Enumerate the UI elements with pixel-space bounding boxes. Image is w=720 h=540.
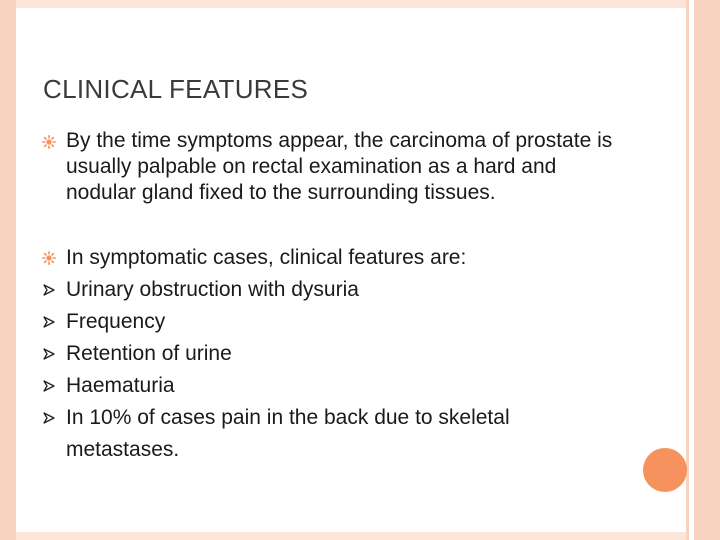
arrowhead-icon — [42, 274, 56, 306]
arrowhead-icon — [42, 402, 56, 434]
slide-title: CLINICAL FEATURES — [43, 74, 309, 104]
arrowhead-icon — [42, 306, 56, 338]
slide-content — [42, 128, 622, 466]
bullet-intro — [42, 242, 622, 274]
orange-sun-icon — [42, 242, 56, 274]
slide-frame-right — [694, 0, 720, 540]
feature-item — [42, 274, 622, 306]
feature-text: Retention of urine — [66, 342, 232, 365]
feature-text: Frequency — [66, 310, 166, 333]
paragraph-text: By the time symptoms appear, the carcinoma of prostate is usually palpable on rectal examination as a hard and nodular gland fixed to the surrounding tissues. — [66, 129, 613, 204]
intro-text: In symptomatic cases, clinical features are: — [66, 246, 467, 269]
slide-frame-top — [16, 0, 686, 8]
orange-sun-icon — [42, 129, 56, 155]
feature-text: Haematuria — [66, 374, 175, 397]
arrowhead-icon — [42, 370, 56, 402]
feature-item — [42, 370, 622, 402]
feature-item — [42, 338, 622, 370]
feature-text: In 10% of cases pain in the back due to skeletal metastases. — [66, 406, 510, 461]
feature-item — [42, 402, 622, 466]
slide-frame-left — [0, 0, 16, 540]
accent-circle — [643, 448, 687, 492]
feature-item — [42, 306, 622, 338]
bullet-paragraph — [42, 128, 622, 206]
feature-text: Urinary obstruction with dysuria — [66, 278, 359, 301]
arrowhead-icon — [42, 338, 56, 370]
slide-frame-bottom — [16, 532, 686, 540]
slide-frame-right-line — [686, 0, 689, 540]
